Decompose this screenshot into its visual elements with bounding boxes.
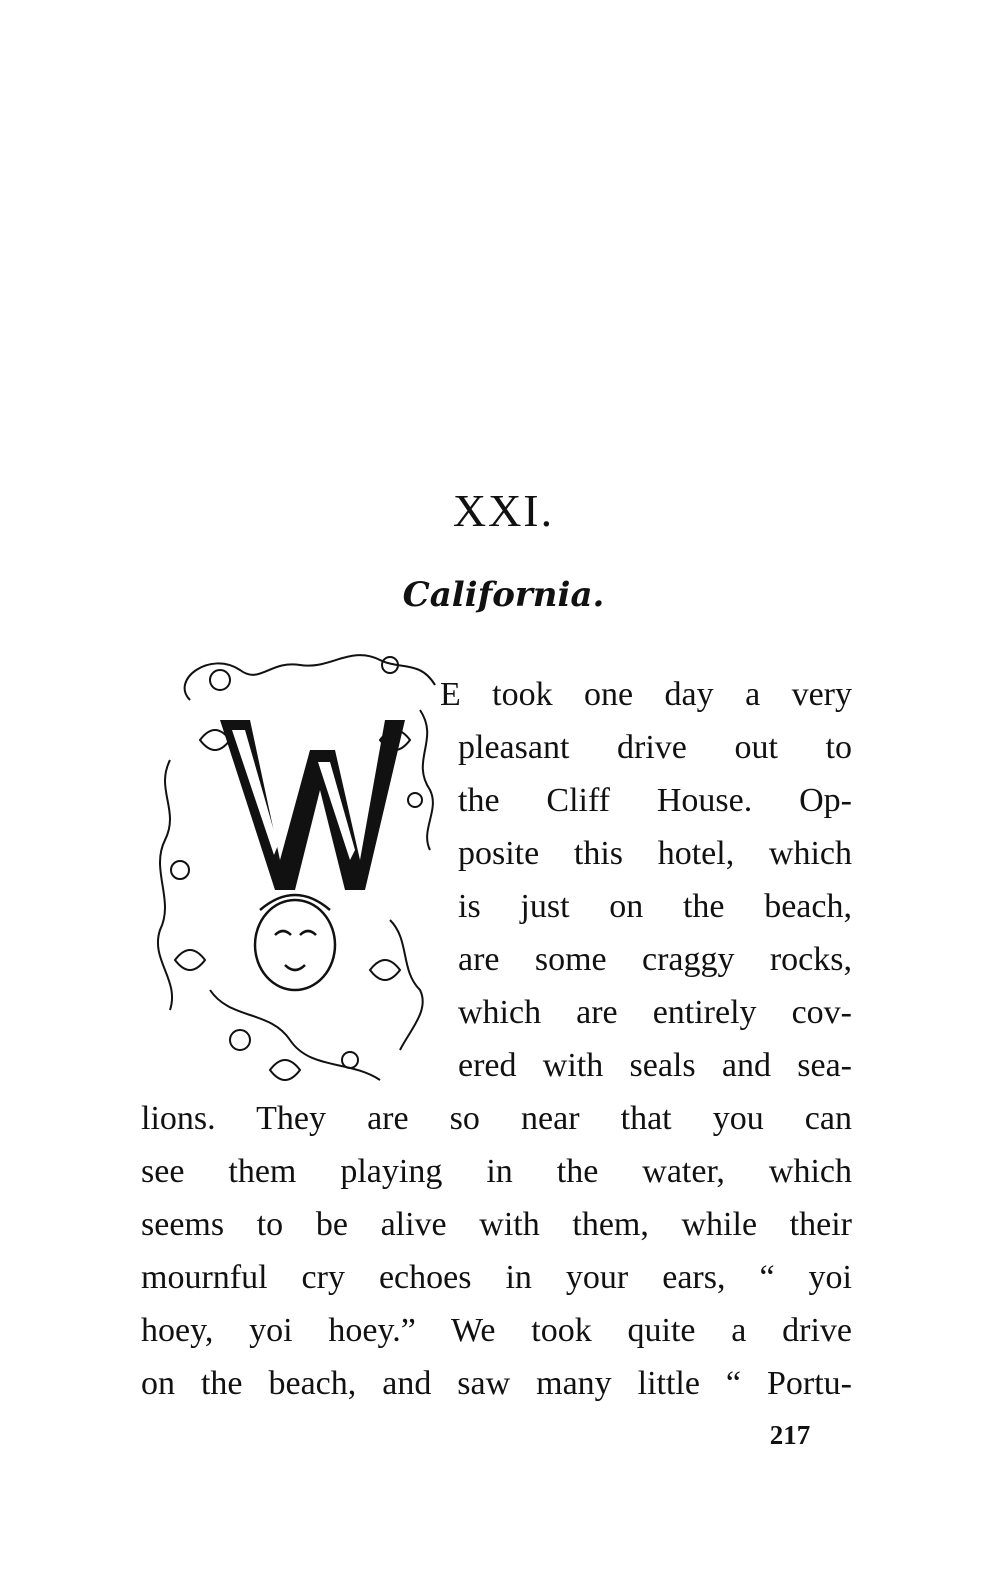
body-line: which are entirely cov-	[458, 994, 852, 1031]
body-line: seems to be alive with them, while their	[141, 1206, 852, 1243]
ornamental-initial-w	[150, 640, 440, 1090]
body-line: is just on the beach,	[458, 888, 852, 925]
body-line: lions. They are so near that you can	[141, 1100, 852, 1137]
body-line: mournful cry echoes in your ears, “ yoi	[141, 1259, 852, 1296]
body-line: E took one day a very	[440, 676, 852, 713]
body-line: pleasant drive out to	[458, 729, 852, 766]
page-number: 217	[769, 1420, 811, 1450]
body-line: see them playing in the water, which	[141, 1153, 852, 1190]
chapter-number: XXI.	[452, 485, 555, 536]
body-line: the Cliff House. Op-	[458, 782, 852, 819]
body-line: are some craggy rocks,	[458, 941, 852, 978]
body-line: on the beach, and saw many little “ Portu-	[141, 1365, 852, 1402]
body-line: ered with seals and sea-	[458, 1047, 852, 1084]
chapter-title: California.	[402, 575, 605, 615]
body-line: posite this hotel, which	[458, 835, 852, 872]
body-line: hoey, yoi hoey.” We took quite a drive	[141, 1312, 852, 1349]
